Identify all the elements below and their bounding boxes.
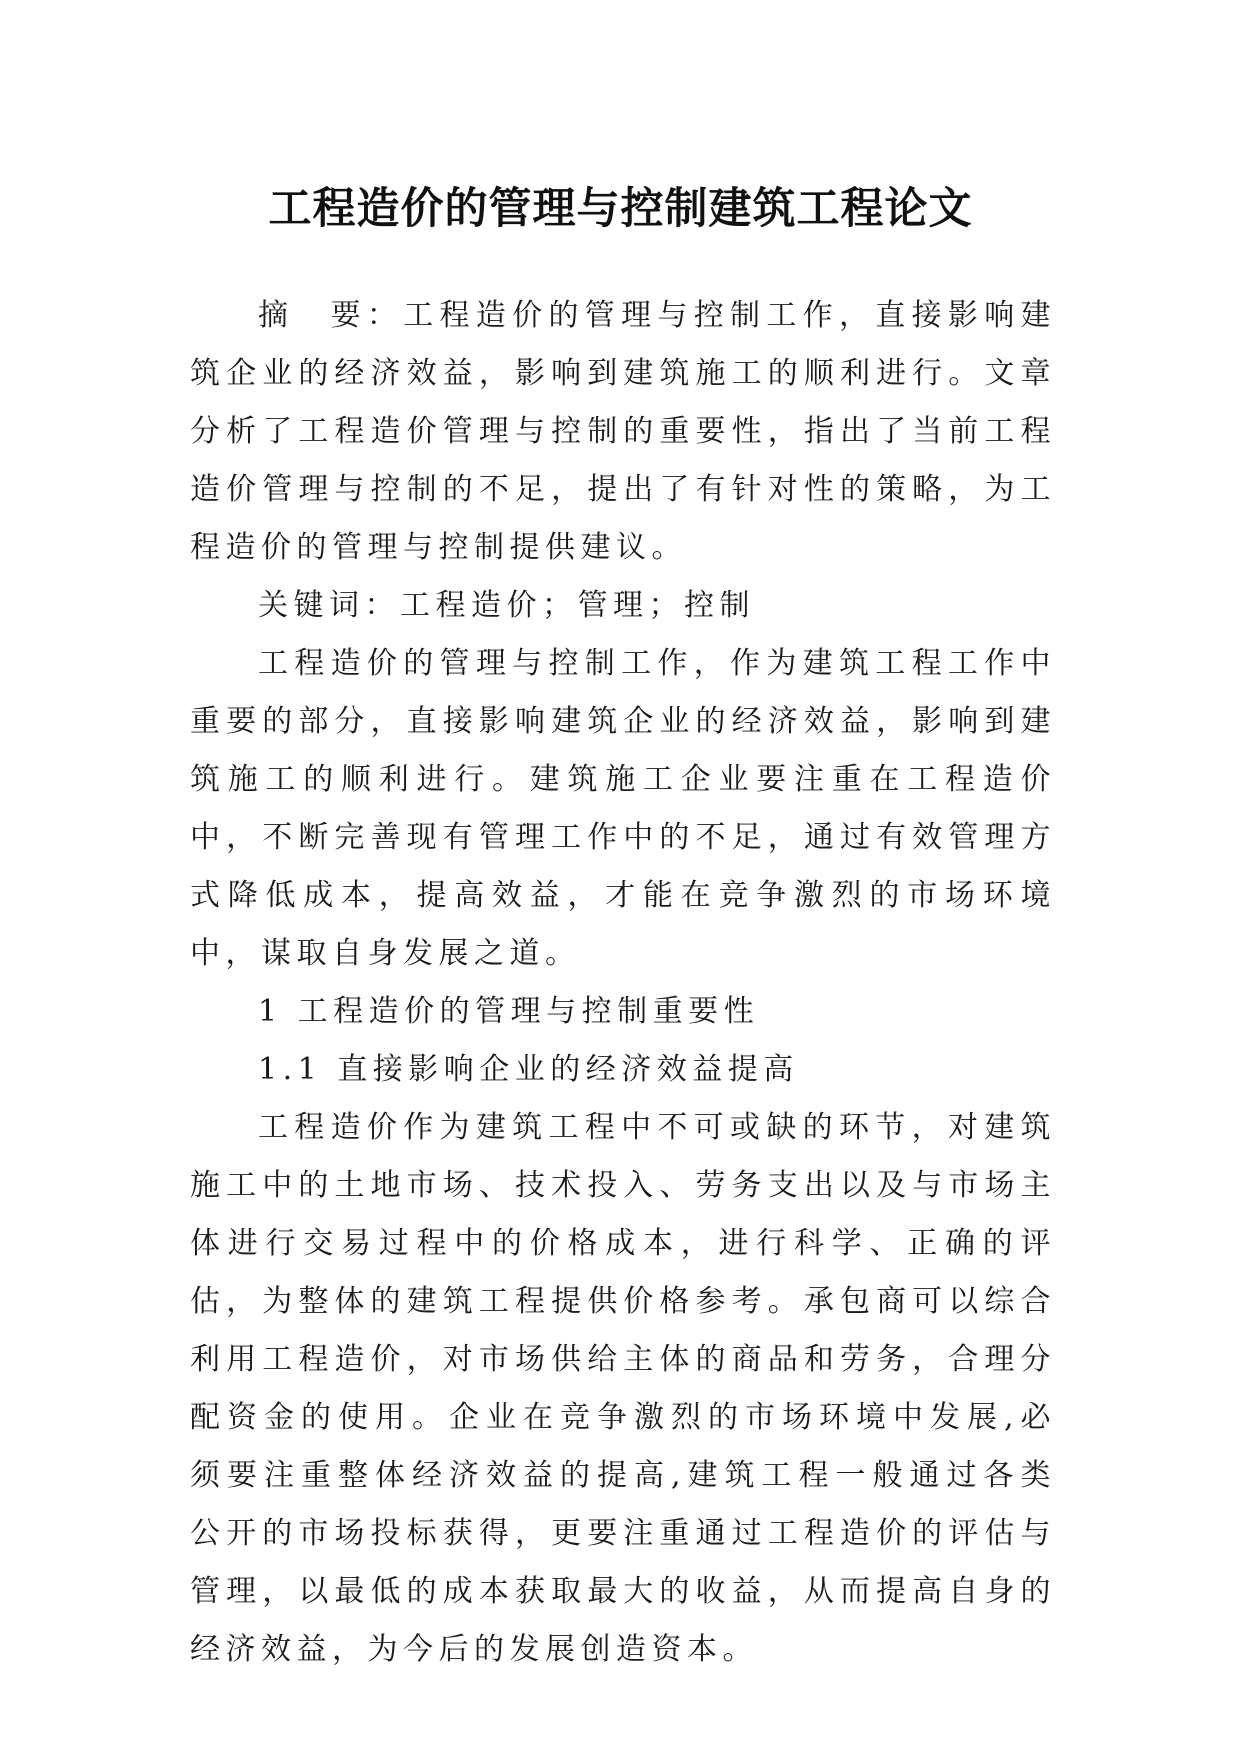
subsection-heading-1-1: 1.1 直接影响企业的经济效益提高 (258, 1052, 799, 1087)
abstract-paragraph: 摘 要：工程造价的管理与控制工作，直接影响建筑企业的经济效益，影响到建筑施工的顺利进行。文章分析了工程造价管理与控制的重要性，指出了当前工程造价管理与控制的不足，提出了有针对性的策略，为工程造价的管理与控制提供建议。 (190, 298, 1056, 565)
section-heading-1: 1 工程造价的管理与控制重要性 (258, 994, 760, 1029)
intro-paragraph: 工程造价的管理与控制工作，作为建筑工程工作中重要的部分，直接影响建筑企业的经济效益，影响到建筑施工的顺利进行。建筑施工企业要注重在工程造价中，不断完善现有管理工作中的不足，通过有效管理方式降低成本，提高效益，才能在竞争激烈的市场环境中，谋取自身发展之道。 (190, 646, 1056, 971)
body-paragraph: 工程造价作为建筑工程中不可或缺的环节，对建筑施工中的土地市场、技术投入、劳务支出以及与市场主体进行交易过程中的价格成本，进行科学、正确的评估，为整体的建筑工程提供价格参考。承包商可以综合利用工程造价，对市场供给主体的商品和劳务，合理分配资金的使用。企业在竞争激烈的市场环境中发展,必须要注重整体经济效益的提高,建筑工程一般通过各类公开的市场投标获得，更要注重通过工程造价的评估与管理，以最低的成本获取最大的收益，从而提高自身的经济效益，为今后的发展创造资本。 (190, 1110, 1056, 1667)
keywords-paragraph: 关键词：工程造价；管理；控制 (258, 588, 755, 623)
document-body (190, 287, 1056, 1679)
document-title: 工程造价的管理与控制建筑工程论文 (268, 183, 973, 234)
